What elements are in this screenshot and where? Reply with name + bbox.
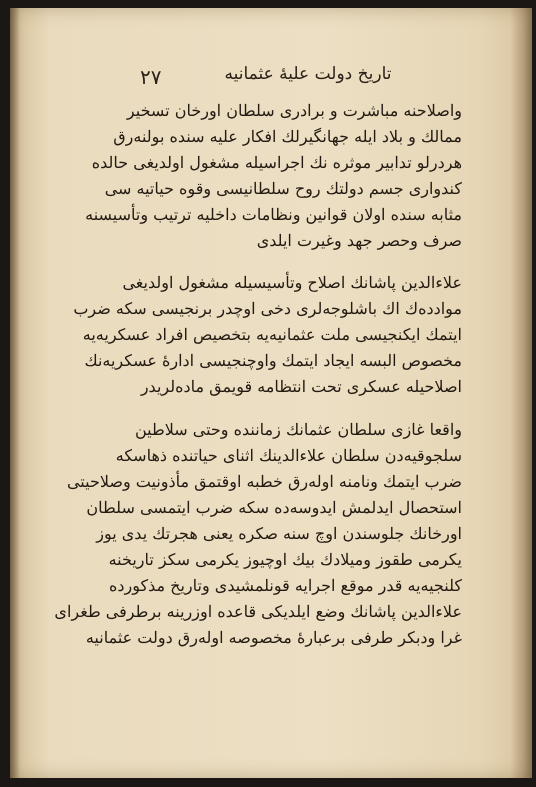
text-line: علاءالدين پاشانك اصلاح وتأسيسيله مشغول اولديغى <box>122 273 462 292</box>
text-line: اصلاحيله عسكرى تحت انتظامه قويمق ماده‌لريدر <box>140 377 462 396</box>
text-line: واقعا غازى سلطان عثمانك زماننده وحتى سلاطين <box>134 420 462 439</box>
paragraph-1 <box>85 98 462 254</box>
page-edge-shadow <box>510 8 532 778</box>
text-line: كندوارى جسم دولتك روح سلطانيسى وقوه حياتيه سى <box>104 179 462 198</box>
text-line: مثابه سنده اولان قوانين ونظامات داخليه ترتيب وتأسيسنه <box>85 205 462 224</box>
text-line: ضرب ايتمك ونامنه اوله‌رق خطبه اوقتمق مأذونيت وصلاحيتى <box>66 472 462 491</box>
text-line: اورخانك جلوسندن اوچ سنه صكره يعنى هجرتك يدى يوز <box>96 524 462 543</box>
text-line: غرا ودبكر طرفى برعبارهٔ مخصوصه اوله‌رق دولت عثمانيه <box>85 628 462 647</box>
text-line: استحصال ايدلمش ايدوسه‌ده سكه ضرب ايتمسى سلطان <box>86 498 462 517</box>
text-line: موادده‌ك اك باشلوجه‌لرى دخى اوچدر برنجيسى سكه ضرب <box>73 299 462 318</box>
text-line: علاءالدين پاشانك وضع ايلديكى قاعده اوزرينه برطرفى طغراى <box>54 602 462 621</box>
paragraph-3 <box>54 417 462 651</box>
text-line: مخصوص البسه ايجاد ايتمك واوچنجيسى ادارهٔ عسكريه‌نك <box>84 351 462 370</box>
text-line: صرف وحصر جهد وغيرت ايلدى <box>256 231 462 250</box>
text-line: واصلاحنه مباشرت و برادرى سلطان اورخان تسخير <box>126 101 462 120</box>
text-line: ممالك و بلاد ايله جهانگيرلك افكار عليه سنده بولنه‌رق <box>113 127 462 146</box>
book-page <box>10 8 532 778</box>
text-line: سلجوقيه‌دن سلطان علاءالدينك اثناى حياتنده ذهاسكه <box>115 446 462 465</box>
text-line: كلنجيه‌يه قدر موقع اجرايه قونلمشيدى وتاريخ مذكورده <box>108 576 462 595</box>
text-line: ايتمك ايكنجيسى ملت عثمانيه‌يه بتخصيص افراد عسكريه‌يه <box>82 325 462 344</box>
text-line: هردرلو تدابير موثره نك اجراسيله مشغول اولديغى حالده <box>91 153 462 172</box>
running-title: تاريخ دولت عليهٔ عثمانيه <box>224 64 392 84</box>
page-number: ٢٧ <box>140 65 162 89</box>
text-line: يكرمى طقوز وميلادك بيك اوچيوز يكرمى سكز تاريخنه <box>108 550 462 569</box>
page-gutter-shadow <box>10 8 20 778</box>
paragraph-2 <box>73 270 462 400</box>
